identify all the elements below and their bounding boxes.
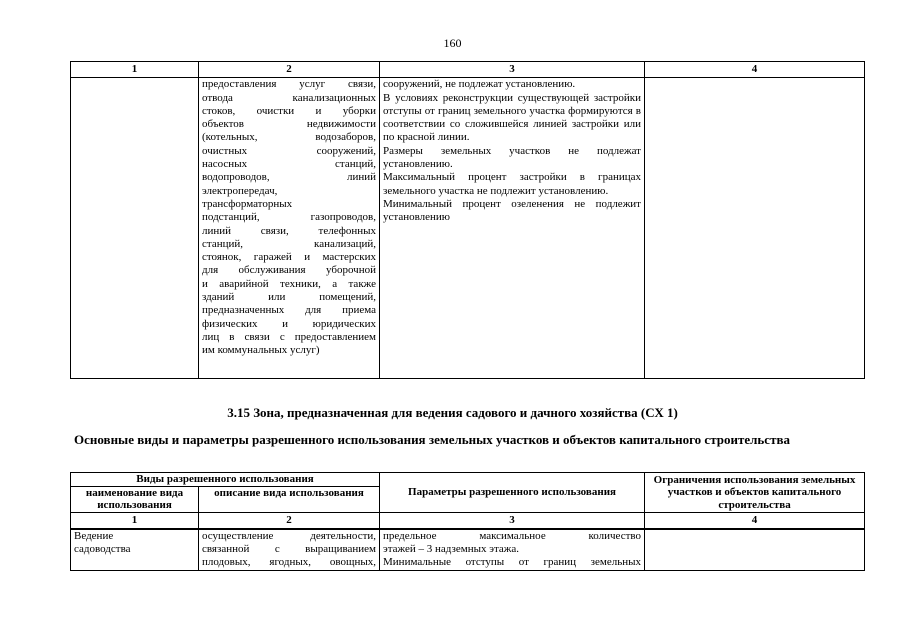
cell-col3 — [380, 78, 645, 379]
paragraph: Размеры земельных участков не подлежат установлению. — [383, 144, 641, 171]
table-row — [71, 78, 865, 379]
text-line: электропередач, — [202, 184, 278, 197]
text-line: им коммунальных услуг) — [202, 344, 320, 357]
text-line: садоводства — [74, 543, 131, 556]
text-line: Минимальные отступы от границ земельных — [383, 556, 642, 569]
paragraph: В условиях реконструкции существующей застройки отступы от границ земельного участка формируются в соответствии со сложившейся линией застройки или по красной линии. — [383, 91, 641, 144]
cell-col2 — [199, 529, 380, 570]
text-line: зданий или помещений, — [202, 291, 376, 304]
section-table — [70, 472, 865, 571]
text-line: лиц в связи с предоставлением — [202, 330, 376, 343]
text-line: Ведение — [74, 529, 114, 542]
text-line: этажей – 3 надземных этажа. — [383, 543, 520, 556]
cell-col1 — [71, 529, 199, 570]
column-number-1: 1 — [71, 512, 199, 529]
text-line: стоянок, гаражей и мастерских — [202, 251, 376, 264]
column-number-row — [71, 512, 865, 529]
paragraph: сооружений, не подлежат установлению. — [383, 78, 576, 91]
text-line: связанной с выращиванием — [202, 543, 377, 556]
column-number-row — [71, 62, 865, 78]
section-title: 3.15 Зона, предназначенная для ведения садового и дачного хозяйства (СХ 1) — [227, 405, 678, 420]
text-line: очистных сооружений, — [202, 144, 376, 157]
column-number-3: 3 — [380, 512, 645, 529]
text-line: водопроводов, линий — [202, 171, 376, 184]
name-col-header: наименование вида использования — [71, 486, 199, 512]
header-row — [71, 473, 865, 487]
text-line: предельное максимальное количество — [383, 529, 642, 542]
text-line: станций, канализаций, — [202, 237, 376, 250]
text-line: (котельных, водозаборов, — [202, 131, 376, 144]
cell-col4 — [645, 529, 865, 570]
paragraph: Минимальный процент озеленения не подлежит установлению — [383, 197, 641, 224]
text-line: осуществление деятельности, — [202, 529, 377, 542]
text-line: и аварийной техники, а также — [202, 277, 376, 290]
limits-header: Ограничения использования земельных участков и объектов капитального строительства — [645, 473, 865, 513]
column-number-3: 3 — [380, 62, 645, 78]
column-number-2: 2 — [199, 512, 380, 529]
text-line: подстанций, газопроводов, — [202, 211, 376, 224]
continued-table — [70, 61, 865, 379]
text-line: насосных станций, — [202, 158, 376, 171]
cell-col2 — [199, 78, 380, 379]
cell-col3 — [380, 529, 645, 570]
text-line: предоставления услуг связи, — [202, 78, 376, 91]
column-number-2: 2 — [199, 62, 380, 78]
text-line: трансформаторных — [202, 197, 293, 210]
cell-col4 — [645, 78, 865, 379]
text-line: объектов недвижимости — [202, 118, 376, 131]
params-header: Параметры разрешенного использования — [380, 473, 645, 513]
column-number-4: 4 — [645, 62, 865, 78]
text-line: плодовых, ягодных, овощных, — [202, 556, 377, 569]
desc-col-header: описание вида использования — [199, 486, 380, 512]
text-line: стоков, очистки и уборки — [202, 104, 376, 117]
table-row — [71, 529, 865, 570]
table-subtitle: Основные виды и параметры разрешенного использования земельных участков и объектов капитального строительства — [74, 432, 790, 447]
types-group-header: Виды разрешенного использования — [71, 473, 380, 487]
text-line: отвода канализационных — [202, 91, 376, 104]
text-line: линий связи, телефонных — [202, 224, 376, 237]
page-number: 160 — [443, 36, 462, 50]
column-number-4: 4 — [645, 512, 865, 529]
text-line: для обслуживания уборочной — [202, 264, 376, 277]
paragraph: Максимальный процент застройки в границах земельного участка не подлежит установлению. — [383, 171, 641, 197]
cell-col1 — [71, 78, 199, 379]
column-number-1: 1 — [71, 62, 199, 78]
text-line: предназначенных для приема — [202, 304, 376, 317]
text-line: физических и юридических — [202, 317, 376, 330]
